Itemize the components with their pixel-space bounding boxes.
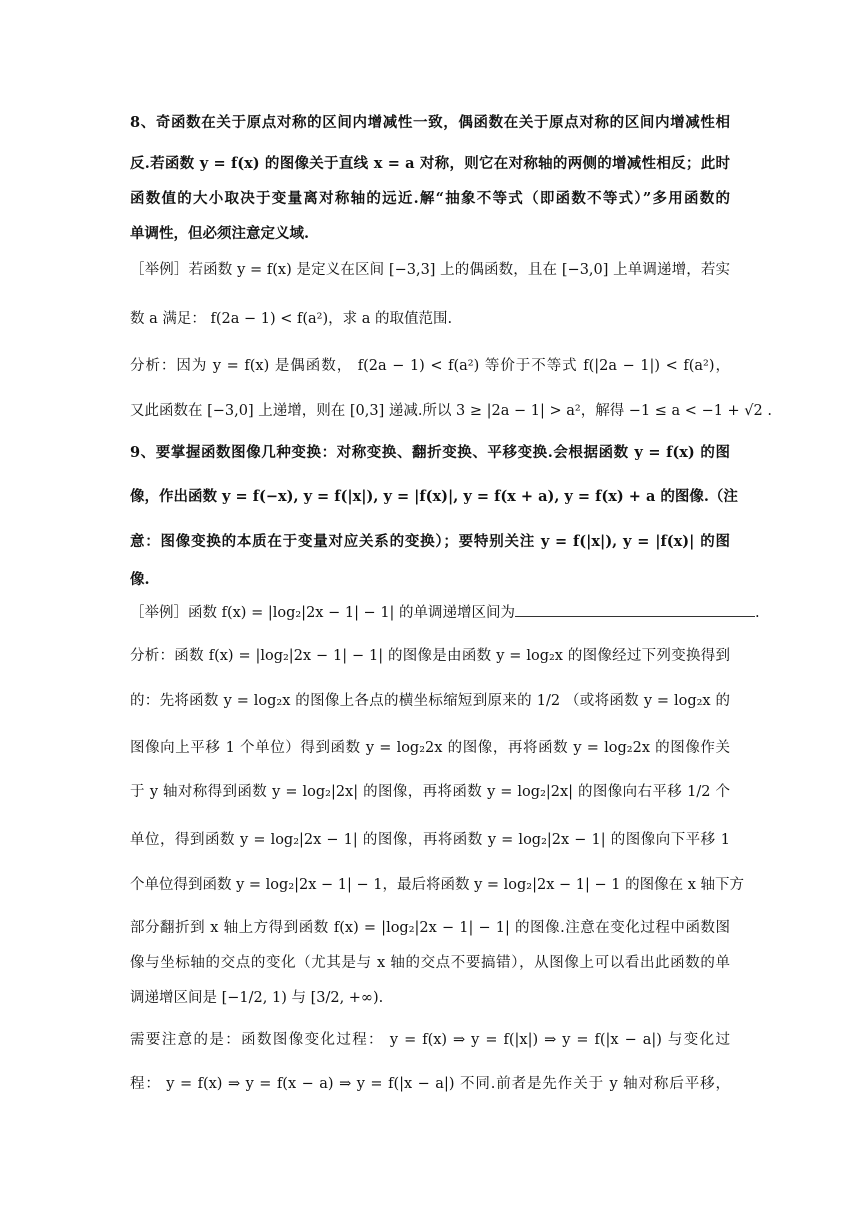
period: . — [755, 605, 760, 621]
text-line: 于 y 轴对称得到函数 y = log₂|2x| 的图像，再将函数 y = log₂|2x| 的图像向右平移 1/2 个 — [130, 784, 730, 800]
text-line: 像. — [130, 571, 150, 588]
text-line: 单位，得到函数 y = log₂|2x − 1| 的图像，再将函数 y = log₂|2x − 1| 的图像向下平移 1 — [130, 832, 730, 848]
text-line: 8、奇函数在关于原点对称的区间内增减性一致，偶函数在关于原点对称的区间内增减性相 — [130, 114, 730, 131]
text-line: 分析：因为 y = f(x) 是偶函数， f(2a − 1) < f(a²) 等价于不等式 f(|2a − 1|) < f(a²)， — [130, 358, 730, 374]
text-line: 的：先将函数 y = log₂x 的图像上各点的横坐标缩短到原来的 1/2 （或将函数 y = log₂x 的 — [130, 693, 730, 709]
text-line: 数 a 满足： f(2a − 1) < f(a²)，求 a 的取值范围. — [130, 311, 453, 327]
text-line — [130, 602, 760, 624]
text-line: 像，作出函数 y = f(−x), y = f(|x|), y = |f(x)|, y = f(x + a), y = f(x) + a 的图像.（注 — [130, 488, 738, 505]
text-line: 部分翻折到 x 轴上方得到函数 f(x) = |log₂|2x − 1| − 1| 的图像.注意在变化过程中函数图 — [130, 920, 730, 936]
text-line: 程： y = f(x) ⇒ y = f(x − a) ⇒ y = f(|x − a|) 不同.前者是先作关于 y 轴对称后平移， — [130, 1076, 730, 1092]
question-text: ［举例］函数 f(x) = |log₂|2x − 1| − 1| 的单调递增区间为 — [130, 605, 516, 621]
text-line: 个单位得到函数 y = log₂|2x − 1| − 1，最后将函数 y = log₂|2x − 1| − 1 的图像在 x 轴下方 — [130, 877, 744, 893]
text-line: 图像向上平移 1 个单位）得到函数 y = log₂2x 的图像，再将函数 y = log₂2x 的图像作关 — [130, 740, 730, 756]
text-line: 像与坐标轴的交点的变化（尤其是与 x 轴的交点不要搞错），从图像上可以看出此函数的单 — [130, 955, 730, 971]
text-line: 分析：函数 f(x) = |log₂|2x − 1| − 1| 的图像是由函数 y = log₂x 的图像经过下列变换得到 — [130, 648, 730, 664]
text-line: 反.若函数 y = f(x) 的图像关于直线 x = a 对称，则它在对称轴的两侧的增减性相反；此时 — [130, 155, 730, 172]
answer-blank — [515, 602, 755, 617]
text-line: 函数值的大小取决于变量离对称轴的远近.解“抽象不等式（即函数不等式）”多用函数的 — [130, 190, 730, 207]
text-line: ［举例］若函数 y = f(x) 是定义在区间 [−3,3] 上的偶函数，且在 [−3,0] 上单调递增，若实 — [130, 262, 730, 278]
text-line: 9、要掌握函数图像几种变换：对称变换、翻折变换、平移变换.会根据函数 y = f(x) 的图 — [130, 444, 730, 461]
text-line: 又此函数在 [−3,0] 上递增，则在 [0,3] 递减.所以 3 ≥ |2a − 1| > a²，解得 −1 ≤ a < −1 + √2 . — [130, 403, 772, 419]
text-line: 调递增区间是 [−1/2, 1) 与 [3/2, +∞). — [130, 990, 384, 1006]
text-line: 需要注意的是：函数图像变化过程： y = f(x) ⇒ y = f(|x|) ⇒ y = f(|x − a|) 与变化过 — [130, 1032, 730, 1048]
text-line: 意：图像变换的本质在于变量对应关系的变换）；要特别关注 y = f(|x|), y = |f(x)| 的图 — [130, 533, 730, 550]
text-line: 单调性，但必须注意定义域. — [130, 225, 310, 242]
